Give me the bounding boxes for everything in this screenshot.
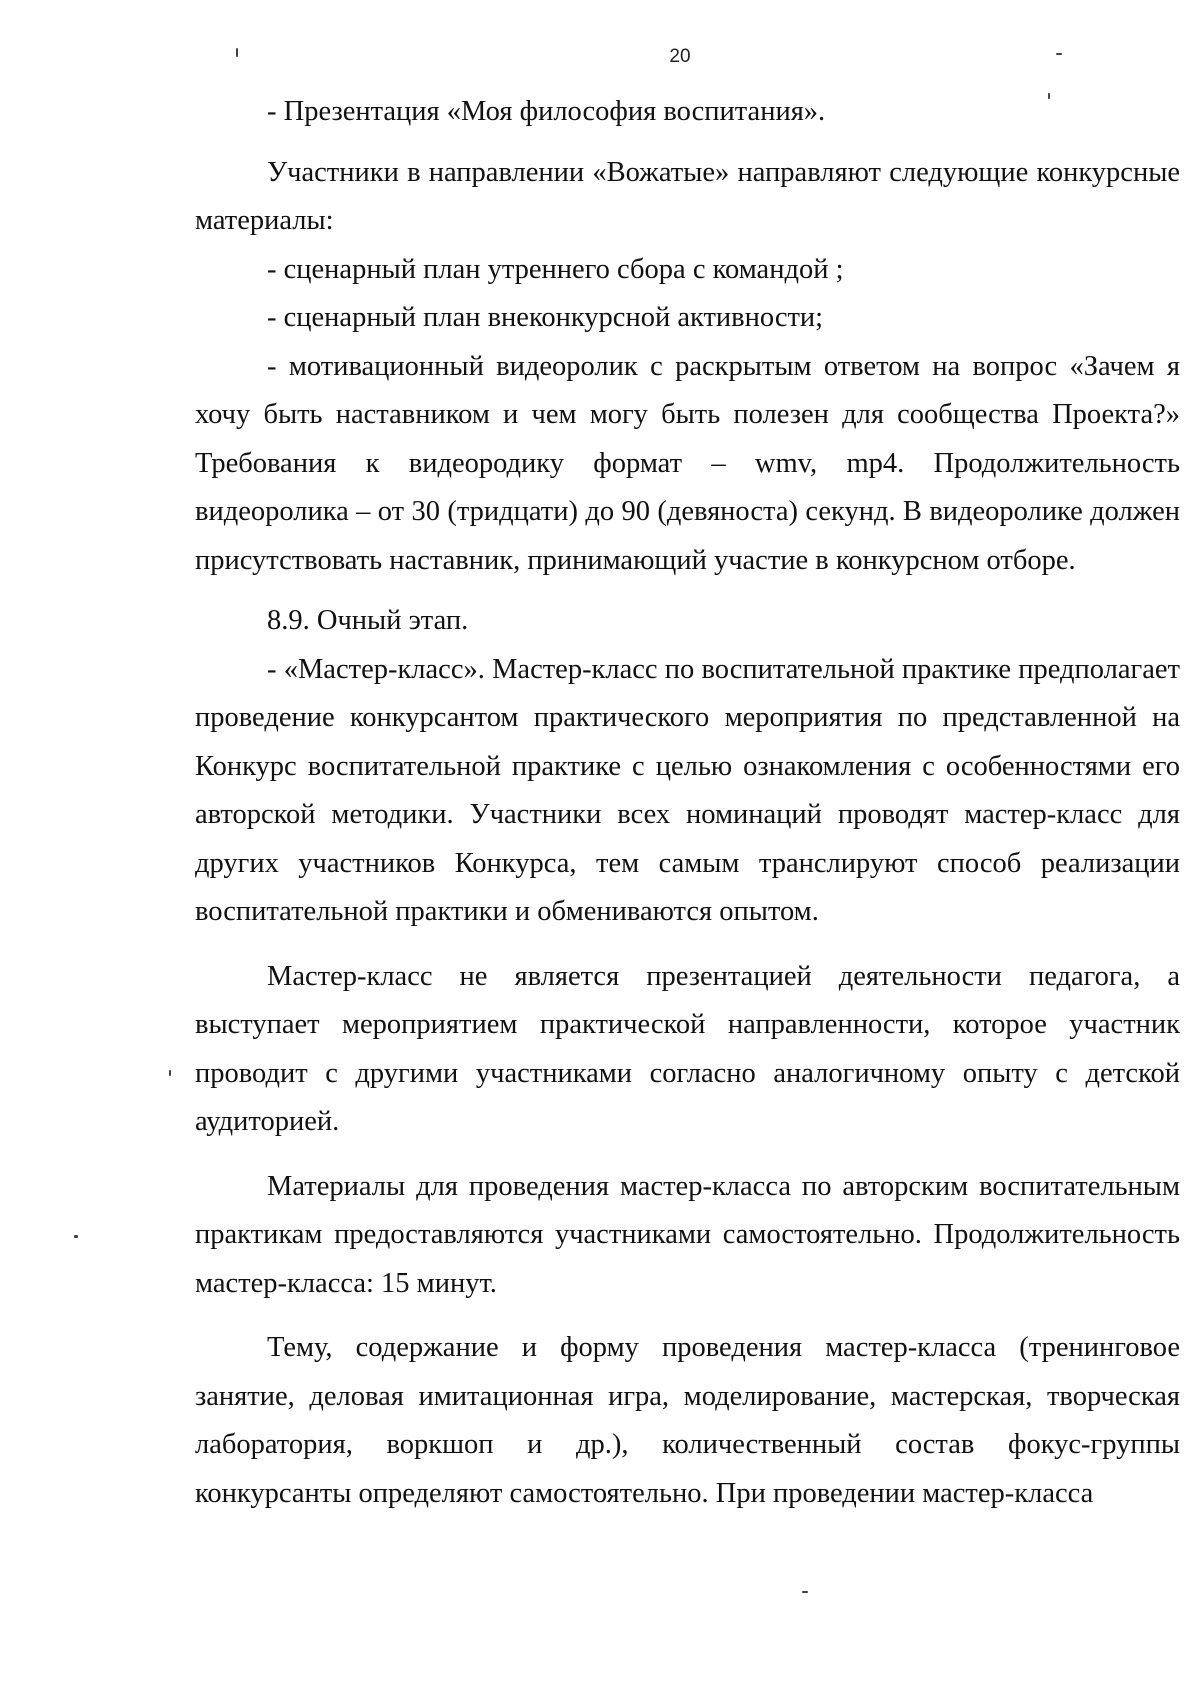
paragraph-morning-plan-item: - сценарный план утреннего сбора с командой ; bbox=[267, 253, 844, 285]
document-body bbox=[195, 88, 1180, 1518]
scan-speck bbox=[74, 1235, 78, 1238]
paragraph-extra-activity-item: - сценарный план внеконкурсной активности; bbox=[267, 302, 824, 333]
paragraph-video-requirements: - мотивационный видеоролик с раскрытым ответом на вопрос «Зачем я хочу быть наставником и чем могу быть полезен для сообщества Проекта?» Требования к видеородику формат – wmv, mp4. Продолжительность видеоролика – от 30 (тридцати) до 90 (девяноста) секунд. В видеоролике должен присутствовать наставник, принимающий участие в конкурсном отборе. bbox=[195, 350, 1180, 576]
section-heading-8-9: 8.9. Очный этап. bbox=[267, 605, 469, 636]
scan-speck bbox=[1056, 53, 1062, 55]
scan-speck bbox=[802, 1591, 808, 1593]
scan-speck bbox=[1048, 93, 1050, 99]
scan-speck bbox=[236, 48, 238, 57]
paragraph-master-class-materials: Материалы для проведения мастер-класса по авторским воспитательным практикам предоставляются участниками самостоятельно. Продолжительность мастер-класса: 15 минут. bbox=[195, 1170, 1180, 1299]
paragraph-counselors-intro: Участники в направлении «Вожатые» направляют следующие конкурсные материалы: bbox=[195, 156, 1180, 236]
paragraph-master-class: - «Мастер-класс». Мастер-класс по воспитательной практике предполагает проведение конкурсантом практического мероприятия по представленной на Конкурс воспитательной практике с целью ознакомления с особенностями его авторской методики. Участники всех номинаций проводят мастер-класс для других участников Конкурса, тем самым транслируют способ реализации воспитательной практики и обмениваются опытом. bbox=[195, 653, 1180, 927]
paragraph-master-class-definition: Мастер-класс не является презентацией деятельности педагога, а выступает мероприятием практической направленности, которое участник проводит с другими участниками согласно аналогичному опыту с детской аудиторией. bbox=[195, 960, 1180, 1137]
paragraph-presentation-item: - Презентация «Моя философия воспитания». bbox=[267, 96, 826, 127]
page-number: 20 bbox=[669, 46, 691, 67]
paragraph-master-class-topic: Тему, содержание и форму проведения мастер-класса (тренинговое занятие, деловая имитационная игра, моделирование, мастерская, творческая лаборатория, воркшоп и др.), количественный состав фокус-группы конкурсанты определяют самостоятельно. При проведении мастер-класса bbox=[195, 1332, 1180, 1509]
scan-speck bbox=[169, 1070, 171, 1076]
